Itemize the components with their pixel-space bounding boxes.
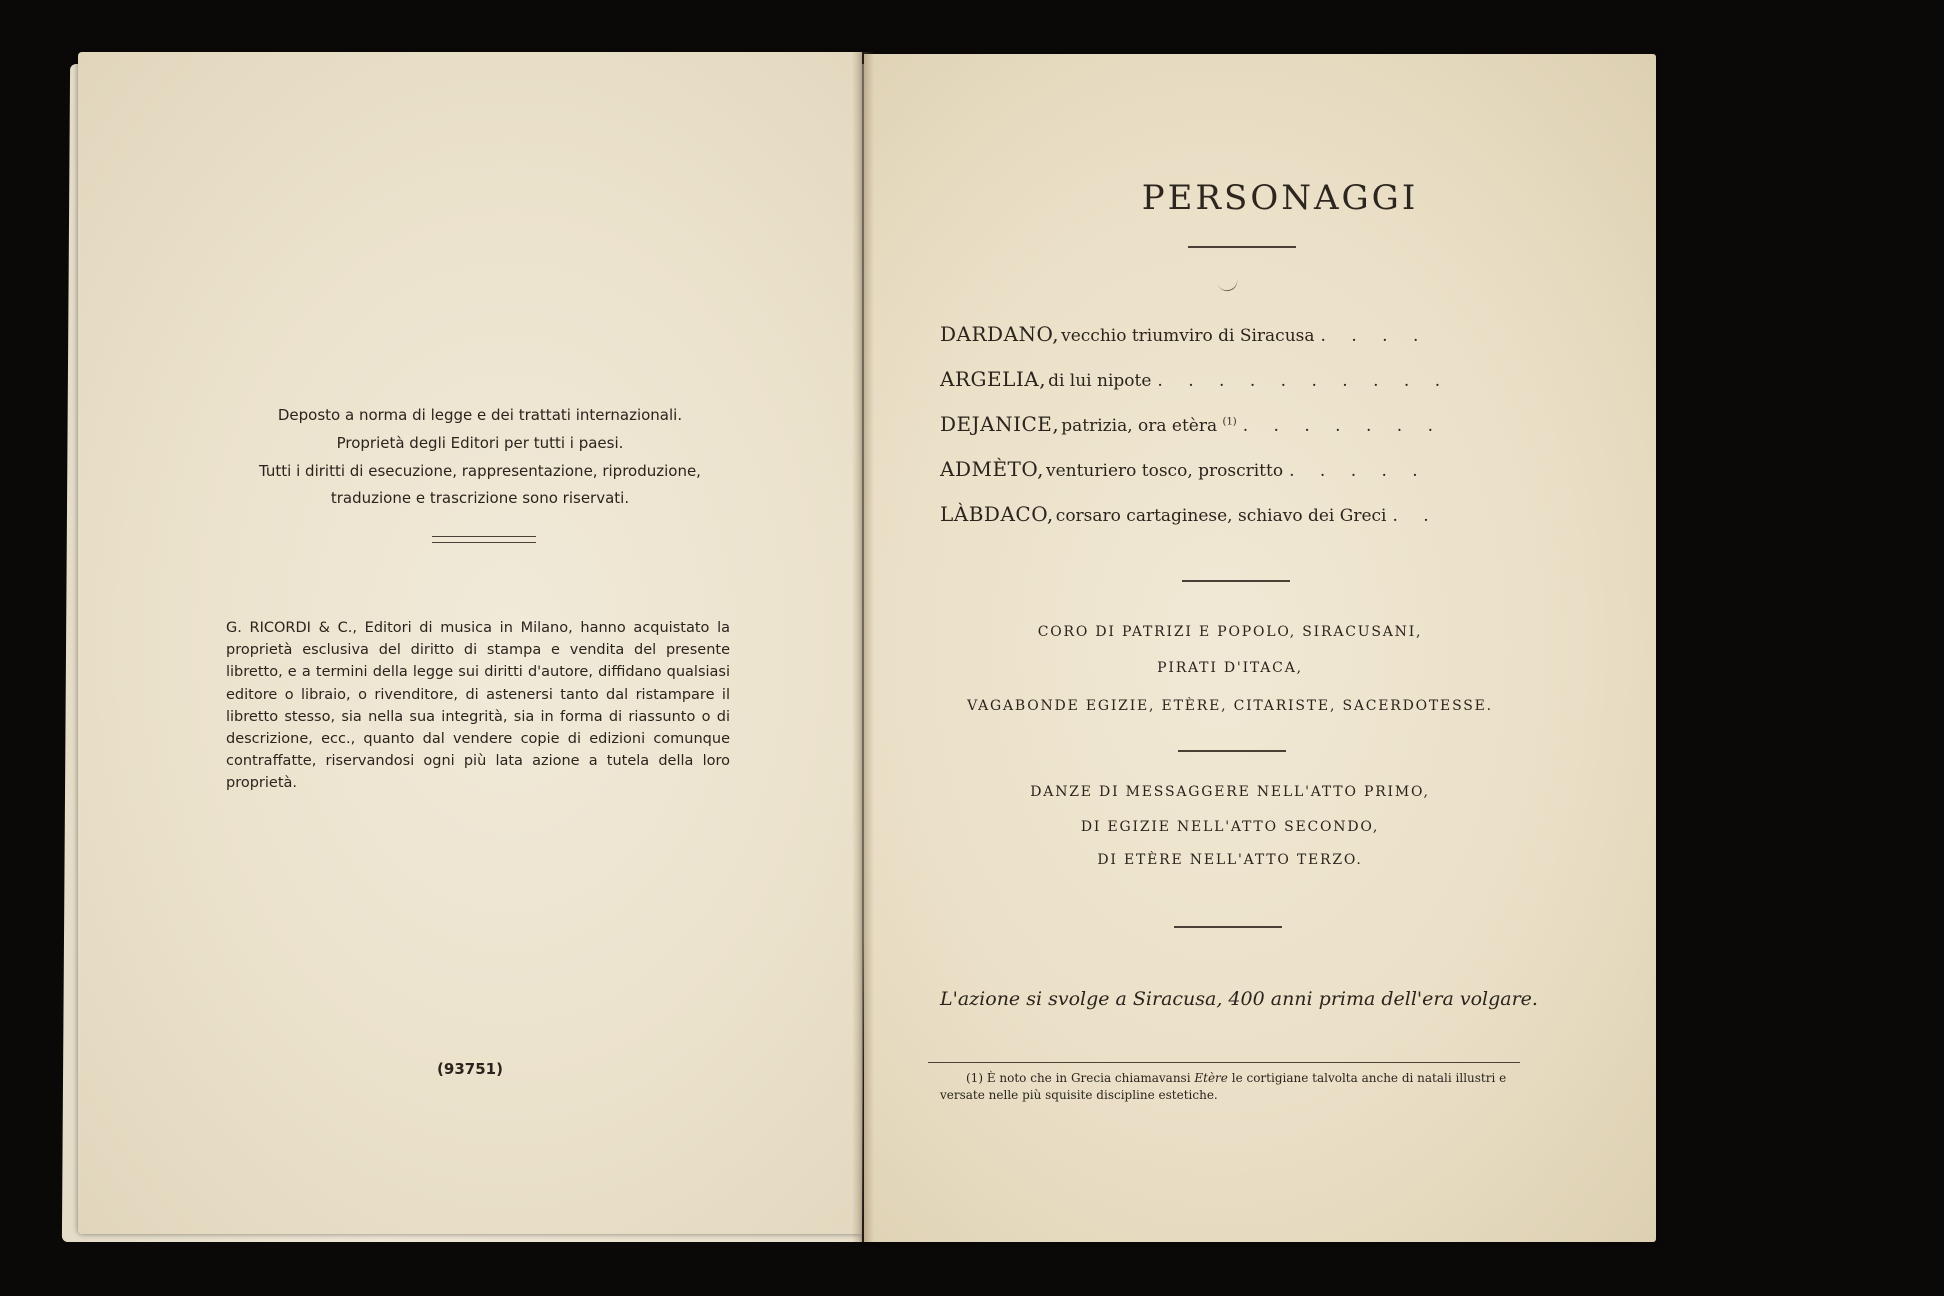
chorus-line-2: PIRATI D'ITACA,	[1157, 660, 1303, 676]
title-rule	[1188, 246, 1296, 248]
character-description: venturiero tosco, proscritto	[1045, 461, 1284, 481]
character-row	[940, 412, 1440, 442]
footnote-text-after: le cortigiane talvolta anche di natali illustri e versate nelle più squisite discipline estetiche.	[940, 1071, 1507, 1102]
dances-line-3: DI ETÈRE NELL'ATTO TERZO.	[1097, 852, 1363, 868]
publisher-notice: G. RICORDI & C., Editori di musica in Milano, hanno acquistato la proprietà esclusiva del diritto di stampa e vendita del presente libretto, e a termini della legge sui diritti d'autore, diffidano qualsiasi editore o libraio, o rivenditore, di astenersi tanto dal ristampare il libretto stesso, sia nella sua integrità, sia in forma di riassunto o di descrizione, ecc., quanto dal vendere copie di edizioni comunque contraffatte, riservandosi ogni più lata azione a tutela della loro proprietà.	[226, 620, 730, 792]
character-name: ARGELIA,	[940, 367, 1047, 391]
book-gutter	[852, 52, 874, 1242]
right-page	[864, 54, 1656, 1242]
double-rule-divider	[432, 536, 536, 543]
section-rule	[1182, 580, 1290, 582]
character-name: ADMÈTO,	[940, 457, 1044, 481]
character-name: DEJANICE,	[940, 412, 1060, 436]
character-name: LÀBDACO,	[940, 502, 1054, 526]
character-row	[940, 502, 1440, 532]
rights-notice-line-1: Deposto a norma di legge e dei trattati internazionali.	[277, 406, 683, 424]
character-row	[940, 322, 1440, 352]
character-row	[940, 457, 1440, 487]
rights-notice-line-3: Tutti i diritti di esecuzione, rappresentazione, riproduzione,	[259, 462, 701, 480]
character-description	[1061, 416, 1236, 436]
footnote-marker: (1)	[966, 1071, 983, 1085]
setting-line: L'azione si svolge a Siracusa, 400 anni prima dell'era volgare.	[940, 988, 1538, 1010]
rights-notice-line-2: Proprietà degli Editori per tutti i paesi.	[336, 434, 624, 452]
footnote-text-before: È noto che in Grecia chiamavansi	[986, 1071, 1191, 1085]
footnote-rule	[928, 1062, 1520, 1063]
chorus-line-1: CORO DI PATRIZI E POPOLO, SIRACUSANI,	[1037, 624, 1423, 640]
footnote-ref: (1)	[1222, 416, 1237, 428]
page-title: PERSONAGGI	[1141, 178, 1419, 218]
character-description: di lui nipote	[1048, 371, 1152, 391]
chorus-line-3: VAGABONDE EGIZIE, ETÈRE, CITARISTE, SACERDOTESSE.	[967, 698, 1493, 714]
section-rule	[1174, 926, 1282, 928]
catalog-number: (93751)	[437, 1060, 503, 1078]
character-description: corsaro cartaginese, schiavo dei Greci	[1055, 506, 1387, 526]
leader-dots	[1321, 326, 1440, 346]
footnote	[940, 1070, 1510, 1104]
leader-dots	[1157, 371, 1440, 391]
character-description: vecchio triumviro di Siracusa	[1061, 326, 1315, 346]
character-name: DARDANO,	[940, 322, 1060, 346]
leader-dots	[1243, 416, 1440, 436]
leader-dots	[1393, 506, 1441, 526]
dances-line-2: DI EGIZIE NELL'ATTO SECONDO,	[1080, 819, 1380, 835]
dances-line-1: DANZE DI MESSAGGERE NELL'ATTO PRIMO,	[1030, 784, 1430, 800]
leader-dots	[1289, 461, 1440, 481]
character-row	[940, 367, 1440, 397]
rights-notice-line-4: traduzione e trascrizione sono riservati.	[330, 489, 630, 507]
section-rule	[1178, 750, 1286, 752]
character-description-text: patrizia, ora etèra	[1061, 416, 1218, 436]
footnote-emphasis: Etère	[1194, 1071, 1228, 1085]
